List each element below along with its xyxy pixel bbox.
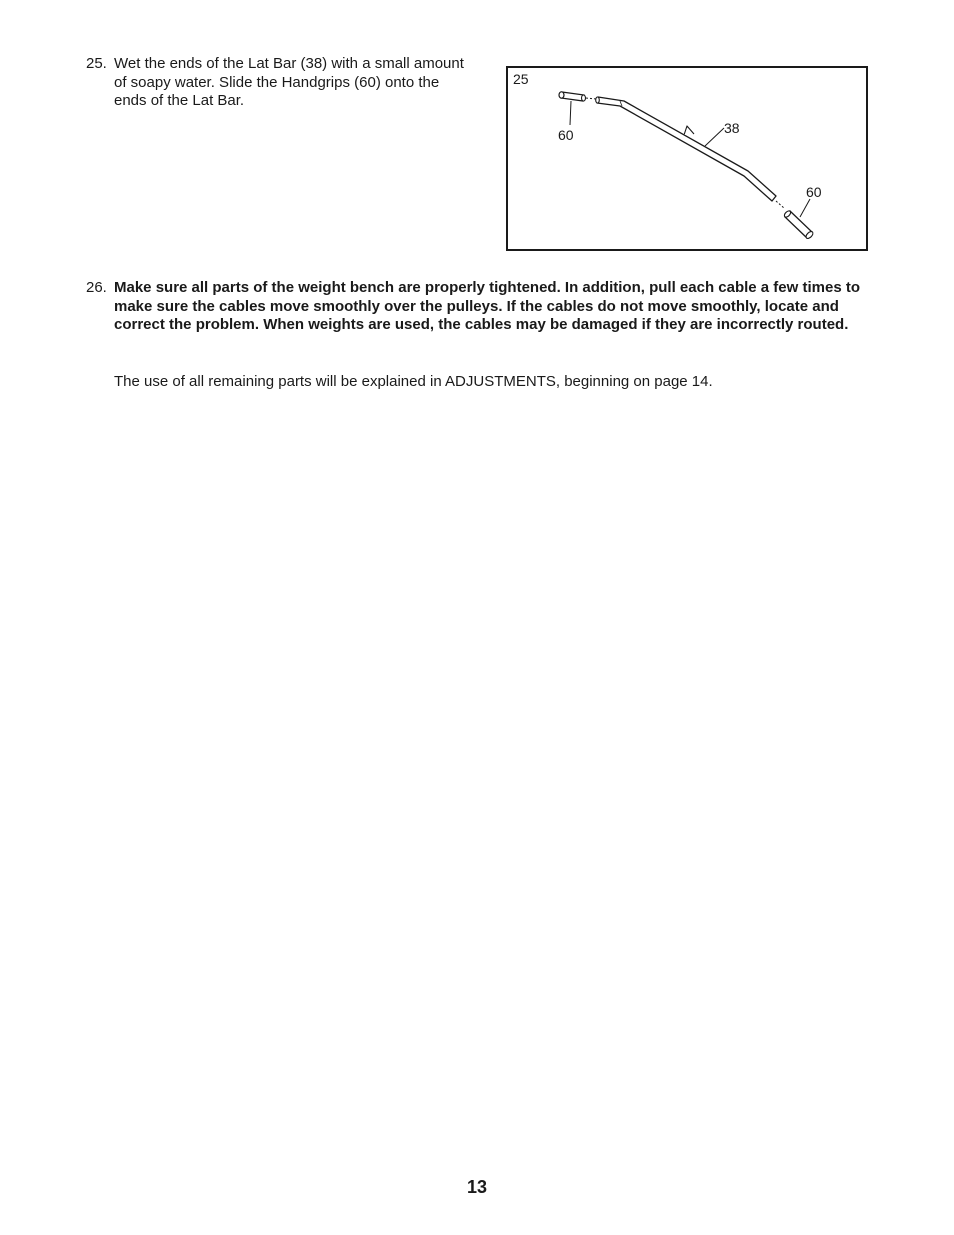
alignment-line-right: [776, 201, 784, 208]
lat-bar-assembly-illustration: [508, 68, 866, 249]
callout-handgrip-right: 60: [806, 184, 822, 200]
lat-bar: [596, 97, 776, 201]
step-25-instruction: Wet the ends of the Lat Bar (38) with a small amount of soapy water. Slide the Handgrips (60) onto the ends of the Lat Bar.: [114, 55, 464, 109]
step-26-instruction: Make sure all parts of the weight bench are properly tightened. In addition, pull each cable a few times to make sure the cables move smoothly over the pulleys. If the cables do not move smoothly, locate and correct the problem. When weights are used, the cables may be damaged if they are incorrectly routed.: [114, 279, 860, 333]
alignment-line-left: [586, 98, 596, 99]
adjustments-note: The use of all remaining parts will be explained in ADJUSTMENTS, beginning on page 14.: [114, 373, 713, 390]
leader-line-60-left: [570, 101, 571, 125]
left-handgrip: [559, 92, 586, 101]
step-26-number: 26.: [86, 279, 107, 296]
leader-line-60-right: [800, 199, 810, 217]
right-handgrip: [783, 210, 814, 240]
callout-lat-bar: 38: [724, 120, 740, 136]
figure-25-lat-bar-handgrips: [506, 66, 868, 251]
figure-number: 25: [513, 71, 529, 87]
leader-line-38: [705, 128, 724, 146]
page-number: 13: [466, 1177, 488, 1197]
callout-handgrip-left: 60: [558, 127, 574, 143]
step-25-number: 25.: [86, 55, 107, 72]
